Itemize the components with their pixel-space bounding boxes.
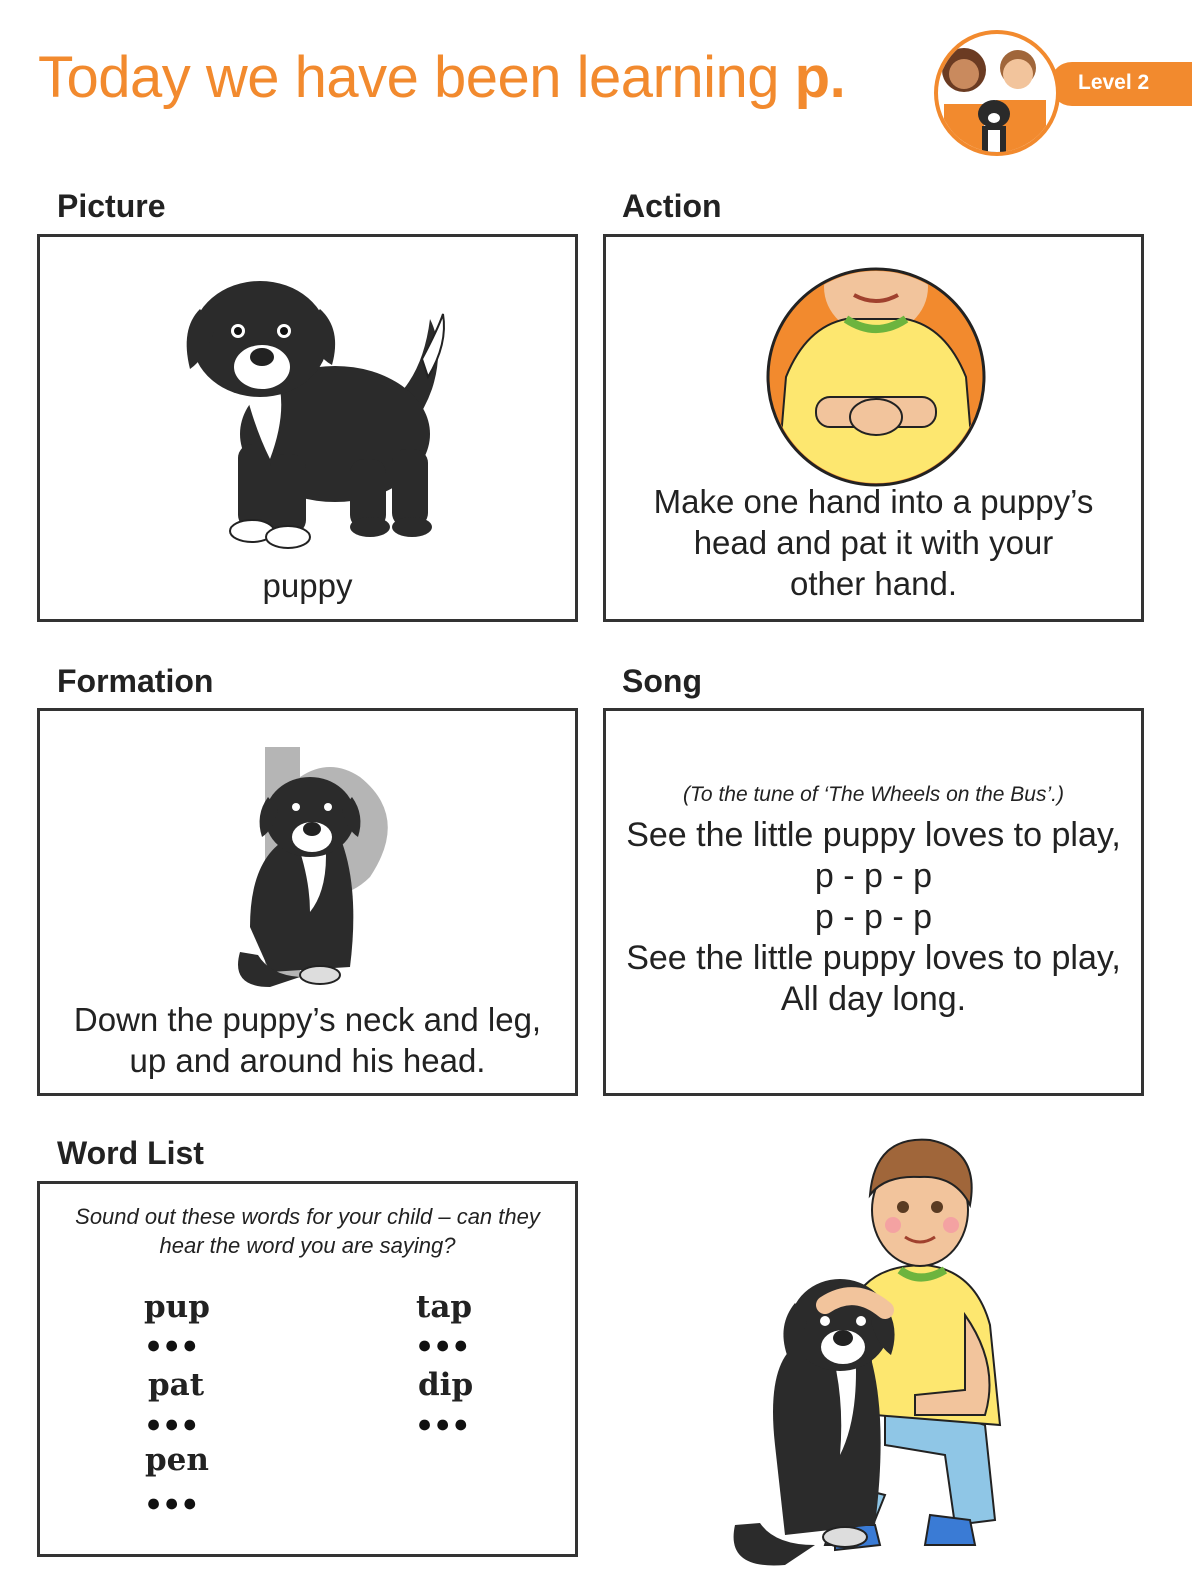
sound-dots: ●●● xyxy=(417,1331,472,1359)
formation-caption xyxy=(40,999,575,1081)
formation-box xyxy=(37,708,578,1096)
characters-logo xyxy=(934,30,1060,156)
puppy-standing-illustration xyxy=(160,259,480,559)
song-line-4: See the little puppy loves to play, xyxy=(626,939,1121,977)
song-line-1: See the little puppy loves to play, xyxy=(626,816,1121,854)
boy-with-puppy-illustration xyxy=(715,1125,1015,1580)
letter-formation-illustration xyxy=(210,737,420,997)
word-list-box xyxy=(37,1181,578,1557)
word-item: pen xyxy=(145,1442,209,1478)
formation-heading: Formation xyxy=(57,663,214,699)
action-heading: Action xyxy=(622,188,722,224)
song-line-2: p - p - p xyxy=(814,857,933,895)
title-prefix: Today we have been learning xyxy=(38,45,795,110)
action-line-3: other hand. xyxy=(790,565,957,602)
hand-action-illustration xyxy=(766,267,986,487)
picture-caption: puppy xyxy=(262,567,353,604)
word-item: dip xyxy=(418,1367,474,1403)
word-list-intro-line-1: Sound out these words for your child – can they xyxy=(75,1204,540,1229)
sound-dots: ●●● xyxy=(417,1410,472,1438)
characters-illustration xyxy=(938,34,1056,152)
formation-line-2: up and around his head. xyxy=(129,1042,486,1079)
sound-dots: ●●● xyxy=(146,1410,201,1438)
sound-dots: ●●● xyxy=(146,1331,201,1359)
word-item: pup xyxy=(144,1289,210,1325)
song-text xyxy=(606,783,1141,1020)
song-line-5: All day long. xyxy=(780,980,967,1018)
word-item: pat xyxy=(148,1367,205,1403)
song-line-3: p - p - p xyxy=(814,898,933,936)
sound-dots: ●●● xyxy=(146,1489,201,1517)
picture-heading: Picture xyxy=(57,188,166,224)
word-list-intro xyxy=(60,1202,555,1260)
word-list-heading: Word List xyxy=(57,1135,204,1171)
level-badge-label: Level 2 xyxy=(1078,71,1150,94)
song-tune-note: (To the tune of ‘The Wheels on the Bus’.) xyxy=(683,783,1064,806)
song-box xyxy=(603,708,1144,1096)
formation-line-1: Down the puppy’s neck and leg, xyxy=(73,1001,542,1038)
song-heading: Song xyxy=(622,663,702,699)
action-box xyxy=(603,234,1144,622)
word-item: tap xyxy=(416,1289,473,1325)
action-line-1: Make one hand into a puppy’s xyxy=(653,483,1094,520)
action-line-2: head and pat it with your xyxy=(693,524,1054,561)
page-title xyxy=(38,44,845,111)
action-caption xyxy=(606,481,1141,604)
word-list-intro-line-2: hear the word you are saying? xyxy=(159,1233,456,1258)
picture-box xyxy=(37,234,578,622)
title-letter: p. xyxy=(794,45,846,110)
